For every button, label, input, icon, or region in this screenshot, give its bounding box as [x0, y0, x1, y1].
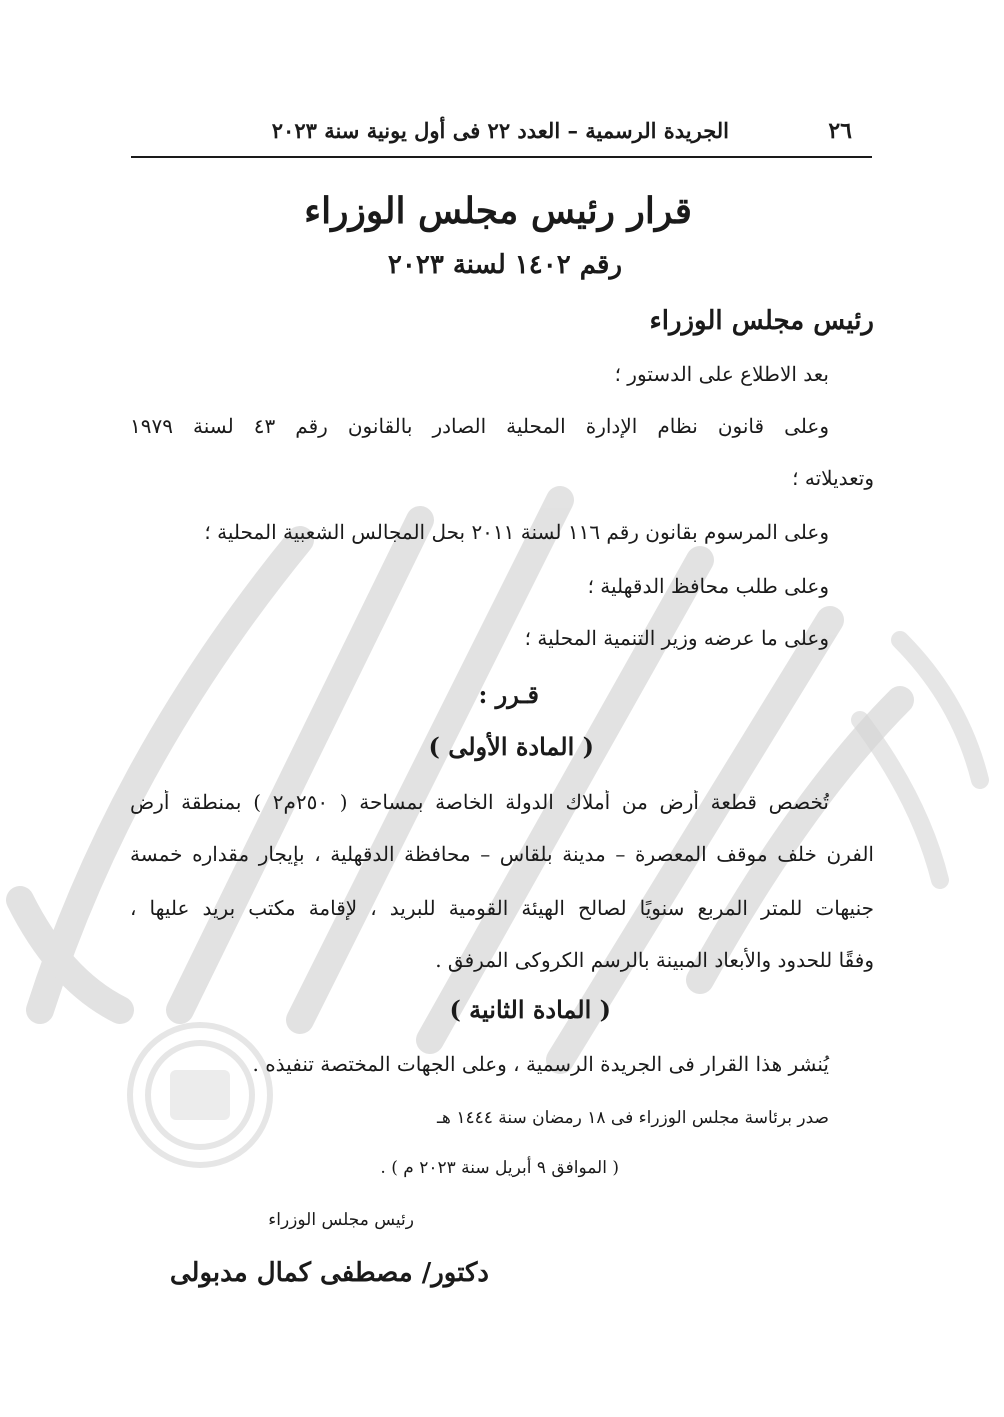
article-2-heading: ( المادة الثانية )	[449, 995, 611, 1024]
article-1-heading: ( المادة الأولى )	[428, 732, 594, 761]
gazette-issue-line: الجريدة الرسمية – العدد ٢٢ فى أول يونية سنة ٢٠٢٣	[271, 118, 729, 143]
article-1-line-4: وفقًا للحدود والأبعاد المبينة بالرسم الكروكى المرفق .	[435, 948, 874, 972]
gregorian-date-line: ( الموافق ٩ أبريل سنة ٢٠٢٣ م ) .	[380, 1158, 619, 1178]
signatory-name: دكتور/ مصطفى كمال مدبولى	[169, 1258, 489, 1288]
issuer-heading: رئيس مجلس الوزراء	[649, 306, 874, 336]
preamble-line-3: وعلى المرسوم بقانون رقم ١١٦ لسنة ٢٠١١ بحل المجالس الشعبية المحلية ؛	[204, 520, 829, 544]
preamble-line-4: وعلى طلب محافظ الدقهلية ؛	[587, 574, 829, 598]
article-1-line-1: تُخصص قطعة أرض من أملاك الدولة الخاصة بمساحة ( ٢٥٠م٢ ) بمنطقة أرض	[130, 790, 829, 814]
preamble-line-1: بعد الاطلاع على الدستور ؛	[614, 362, 829, 386]
preamble-line-2-continued: وتعديلاته ؛	[792, 466, 874, 490]
article-1-line-3: جنيهات للمتر المربع سنويًا لصالح الهيئة القومية للبريد ، لإقامة مكتب بريد عليها ،	[130, 896, 874, 920]
article-2-line-1: يُنشر هذا القرار فى الجريدة الرسمية ، وعلى الجهات المختصة تنفيذه .	[252, 1052, 829, 1076]
decided-label: قـرر :	[478, 680, 539, 709]
article-1-line-2: الفرن خلف موقف المعصرة – مدينة بلقاس – محافظة الدقهلية ، بإيجار مقداره خمسة	[130, 842, 874, 866]
preamble-line-2: وعلى قانون نظام الإدارة المحلية الصادر بالقانون رقم ٤٣ لسنة ١٩٧٩	[130, 414, 829, 438]
issued-date-line: صدر برئاسة مجلس الوزراء فى ١٨ رمضان سنة ١٤٤٤ هـ	[436, 1108, 829, 1128]
page-number: ٢٦	[828, 118, 852, 144]
decree-title: قرار رئيس مجلس الوزراء	[304, 190, 692, 232]
decree-number: رقم ١٤٠٢ لسنة ٢٠٢٣	[387, 250, 622, 280]
signatory-title: رئيس مجلس الوزراء	[268, 1210, 414, 1230]
header-divider	[131, 156, 872, 158]
preamble-line-5: وعلى ما عرضه وزير التنمية المحلية ؛	[524, 626, 829, 650]
